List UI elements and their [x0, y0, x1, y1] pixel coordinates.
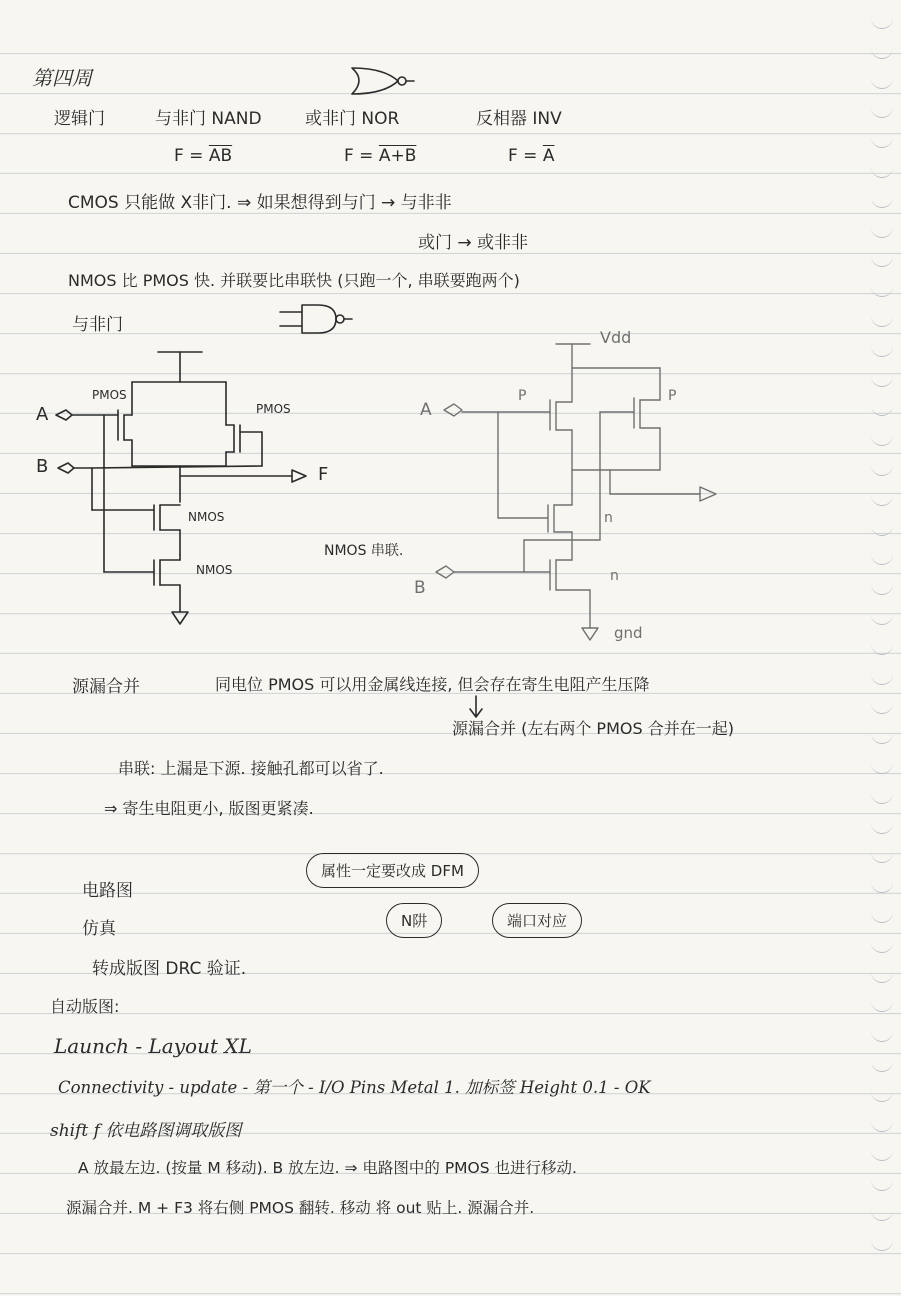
nand-label: 与非门 NAND — [155, 109, 262, 129]
right-p1-label: P — [518, 388, 527, 404]
cmos-line-1: CMOS 只能做 X非门. ⇒ 如果想得到与门 → 与非非 — [68, 193, 452, 213]
formula-f: F = — [508, 146, 543, 166]
left-input-b: B — [36, 456, 49, 477]
nor-label: 或非门 NOR — [305, 109, 400, 129]
merge-step: 源漏合并. M + F3 将右侧 PMOS 翻转. 移动 将 out 贴上. 源漏合并. — [66, 1199, 535, 1217]
nor-gate-icon — [352, 68, 414, 94]
launch-step: Launch - Layout XL — [54, 1034, 252, 1058]
right-gnd-label: gnd — [614, 624, 643, 642]
flow-schematic: 电路图 — [82, 881, 133, 901]
nor-expr: A+B — [378, 146, 417, 166]
left-input-a: A — [36, 404, 49, 425]
nmos-series-label: NMOS 串联. — [324, 543, 404, 559]
nand-gate-icon — [280, 305, 352, 333]
auto-layout-title: 自动版图: — [50, 997, 120, 1016]
left-pmos2-label: PMOS — [256, 402, 291, 416]
right-vdd-label: Vdd — [600, 328, 632, 347]
inv-formula — [508, 146, 554, 166]
right-p2-label: P — [668, 388, 677, 404]
inv-expr: $\overline{A}$ — [542, 146, 555, 166]
move-step: A 放最左边. (按量 M 移动). B 放左边. ⇒ 电路图中的 PMOS 也进行移动. — [78, 1159, 577, 1177]
left-output-f: F — [318, 464, 329, 485]
source-drain-desc: 同电位 PMOS 可以用金属线连接, 但会存在寄生电阻产生压降 — [215, 675, 650, 694]
dfm-bubble: 属性一定要改成 DFM — [306, 853, 479, 888]
formula-f: F = — [344, 146, 379, 166]
shift-step: shift f 依电路图调取版图 — [50, 1121, 242, 1141]
right-input-b: B — [414, 578, 426, 598]
logic-gates-label: 逻辑门 — [54, 109, 105, 129]
left-nmos1-label: NMOS — [188, 510, 225, 524]
flow-sim: 仿真 — [82, 919, 116, 939]
flow-layout-drc: 转成版图 DRC 验证. — [92, 959, 247, 979]
cmos-line-2: 或门 → 或非非 — [418, 233, 529, 253]
nwell-bubble: N阱 — [386, 903, 442, 938]
formula-f: F = — [174, 146, 209, 166]
right-n2-label: n — [610, 568, 619, 584]
right-input-a: A — [420, 400, 432, 420]
series-note: 串联: 上漏是下源. 接触孔都可以省了. — [118, 759, 384, 778]
week-title: 第四周 — [32, 66, 92, 90]
port-bubble: 端口对应 — [492, 903, 582, 938]
nmos-speed-note: NMOS 比 PMOS 快. 并联要比串联快 (只跑一个, 串联要跑两个) — [68, 271, 520, 290]
inv-label: 反相器 INV — [476, 109, 562, 129]
nor-formula — [344, 146, 416, 166]
left-pmos1-label: PMOS — [92, 388, 127, 402]
connectivity-step: Connectivity - update - 第一个 - I/O Pins Metal 1. 加标签 Height 0.1 - OK — [58, 1078, 651, 1097]
left-nmos2-label: NMOS — [196, 563, 233, 577]
down-arrow-icon — [470, 696, 482, 717]
series-result: ⇒ 寄生电阻更小, 版图更紧凑. — [104, 799, 314, 818]
nand-expr: $\overline{AB}$ — [208, 146, 233, 166]
nand-formula — [174, 146, 232, 166]
nand-section-title: 与非门 — [72, 315, 123, 335]
source-drain-title: 源漏合并 — [72, 677, 140, 697]
right-n1-label: n — [604, 510, 613, 526]
source-drain-merge: 源漏合并 (左右两个 PMOS 合并在一起) — [452, 719, 734, 738]
